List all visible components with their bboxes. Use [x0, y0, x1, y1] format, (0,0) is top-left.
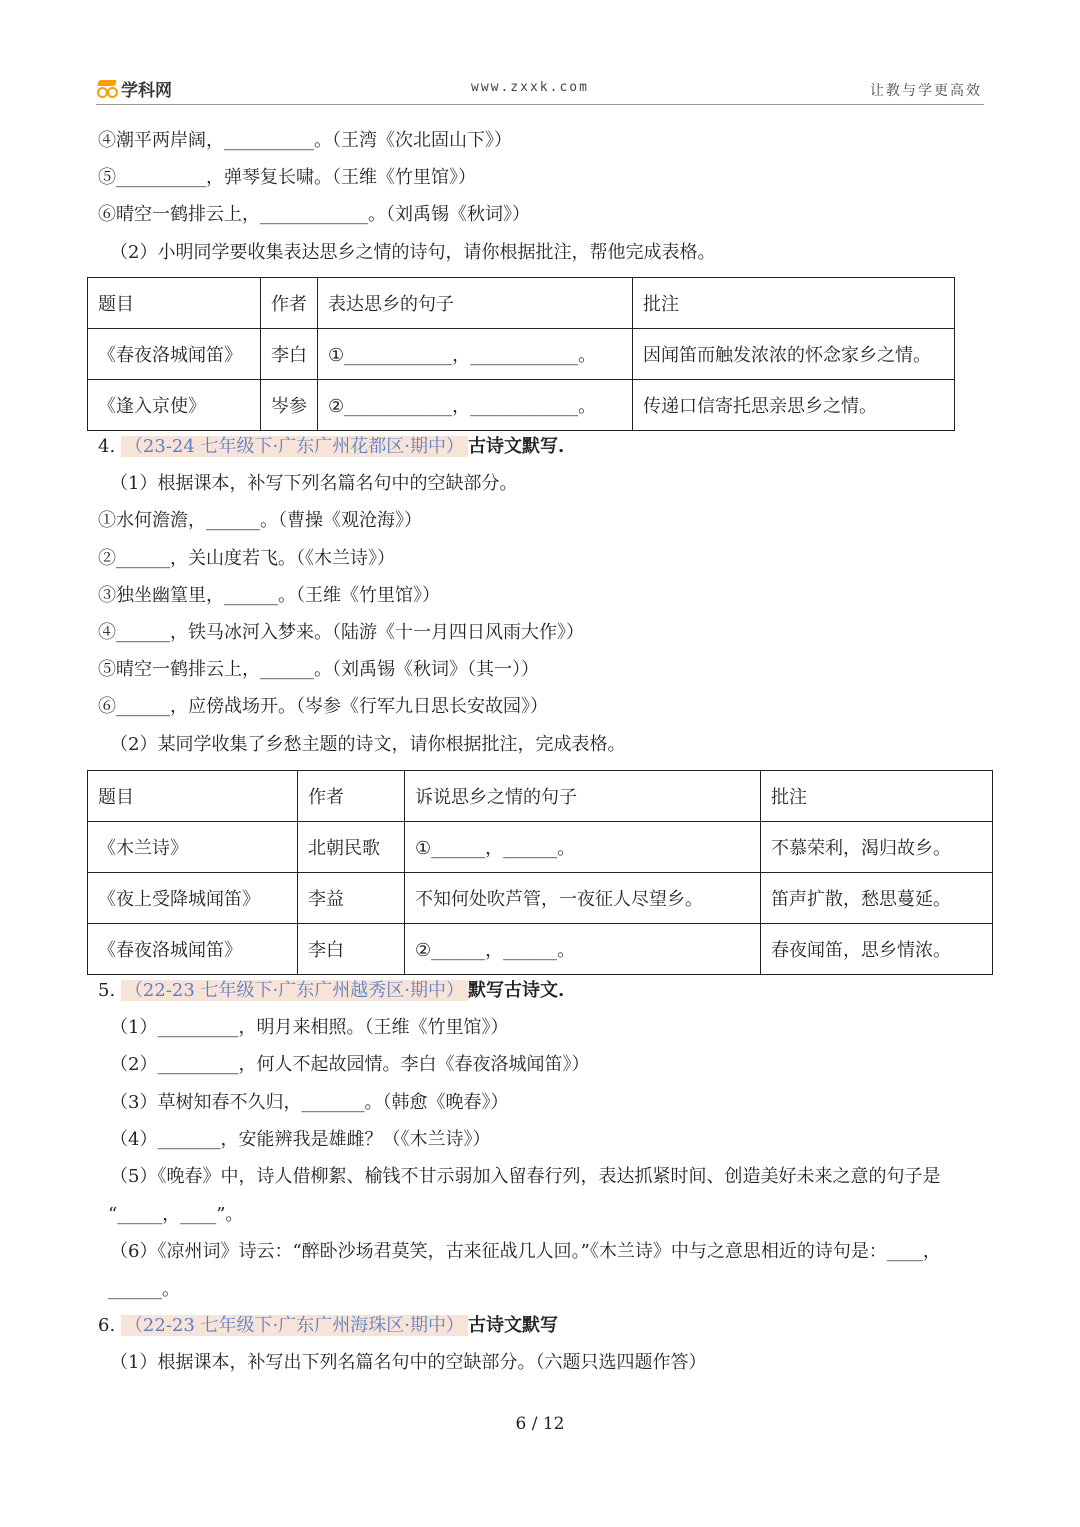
table-cell: 《逢入京使》: [88, 380, 261, 431]
logo-text: 学科网: [121, 81, 172, 101]
question-title: 古诗文默写: [467, 1315, 558, 1336]
table-header-cell: 题目: [88, 771, 298, 822]
q5-line: （5）《晚春》中，诗人借柳絮、榆钱不甘示弱加入留春行列，表达抓紧时间、创造美好未来之意的句子是: [110, 1166, 941, 1187]
q5-line: ______。: [108, 1279, 180, 1300]
q4-line: ⑥______，应傍战场开。（岑参《行军九日思长安故园》）: [98, 696, 548, 717]
q5-line: （3）草树知春不久归，_______。（韩愈《晚春》）: [110, 1092, 509, 1113]
table-header-cell: 作者: [298, 771, 405, 822]
table-cell: 春夜闻笛，思乡情浓。: [761, 924, 993, 975]
q4-line: ②______，关山度若飞。（《木兰诗》）: [98, 548, 395, 569]
table-homesick-2: [87, 770, 993, 975]
slogan: 让教与学更高效: [870, 83, 982, 99]
table-cell: 《春夜洛城闻笛》: [88, 924, 298, 975]
q3-line: ④潮平两岸阔，__________。（王湾《次北固山下》）: [98, 130, 512, 151]
q3-line: ⑤__________，弹琴复长啸。（王维《竹里馆》）: [98, 167, 476, 188]
q6-line: （1）根据课本，补写出下列名篇名句中的空缺部分。（六题只选四题作答）: [110, 1352, 707, 1373]
source-tag: （22-23 七年级下·广东广州海珠区·期中）: [121, 1315, 468, 1336]
q4-line: ③独坐幽篁里，______。（王维《竹里馆》）: [98, 585, 440, 606]
question-number: 5.: [98, 980, 116, 1001]
table-row: [88, 329, 955, 380]
question-4-heading: [98, 434, 564, 460]
table-homesick-1: [87, 277, 955, 431]
table-cell: 李白: [261, 329, 318, 380]
q4-line: ④______，铁马冰河入梦来。（陆游《十一月四日风雨大作》）: [98, 622, 584, 643]
table-header-cell: 作者: [261, 278, 318, 329]
question-number: 4.: [98, 436, 116, 457]
page-number: 6 / 12: [515, 1414, 565, 1434]
q5-line: “_____，____”。: [108, 1204, 244, 1225]
question-title: 古诗文默写.: [467, 436, 565, 457]
table-header-cell: 诉说思乡之情的句子: [405, 771, 761, 822]
q5-line: （6）《凉州词》诗云：“醉卧沙场君莫笑，古来征战几人回。”《木兰诗》中与之意思相近的诗句是：____，: [110, 1241, 941, 1262]
table-header-cell: 题目: [88, 278, 261, 329]
table-cell: 不慕荣利，渴归故乡。: [761, 822, 993, 873]
source-tag: （22-23 七年级下·广东广州越秀区·期中）: [121, 980, 468, 1001]
question-title: 默写古诗文.: [467, 980, 565, 1001]
table-row: [88, 873, 993, 924]
q4-line: （1）根据课本，补写下列名篇名句中的空缺部分。: [110, 473, 518, 494]
q4-line: ⑤晴空一鹤排云上，______。（刘禹锡《秋词》（其一））: [98, 659, 539, 680]
table-header-cell: 批注: [761, 771, 993, 822]
table-cell: 北朝民歌: [298, 822, 405, 873]
question-6-heading: [98, 1313, 558, 1339]
table-cell: 不知何处吹芦管，一夜征人尽望乡。: [405, 873, 761, 924]
table-cell: 李白: [298, 924, 405, 975]
q5-line: （1）_________，明月来相照。（王维《竹里馆》）: [110, 1017, 509, 1038]
logo: [96, 76, 172, 101]
table-cell: 岑参: [261, 380, 318, 431]
source-tag: （23-24 七年级下·广东广州花都区·期中）: [121, 436, 468, 457]
q4-line: ①水何澹澹，______。（曹操《观沧海》）: [98, 510, 422, 531]
table-header-row: [88, 771, 993, 822]
table-header-cell: 批注: [633, 278, 955, 329]
table-header-row: [88, 278, 955, 329]
table-cell: 《夜上受降城闻笛》: [88, 873, 298, 924]
q5-line: （4）_______，安能辨我是雄雌？（《木兰诗》）: [110, 1129, 491, 1150]
table-cell: 传递口信寄托思亲思乡之情。: [633, 380, 955, 431]
table-header-cell: 表达思乡的句子: [318, 278, 633, 329]
table-cell: 《木兰诗》: [88, 822, 298, 873]
table-cell: 李益: [298, 873, 405, 924]
logo-icon: [96, 80, 118, 98]
table-cell[interactable]: ①______，______。: [405, 822, 761, 873]
question-number: 6.: [98, 1315, 116, 1336]
q3-line: （2）小明同学要收集表达思乡之情的诗句，请你根据批注，帮他完成表格。: [110, 242, 716, 263]
q4-line: （2）某同学收集了乡愁主题的诗文，请你根据批注，完成表格。: [110, 734, 626, 755]
table-row: [88, 380, 955, 431]
table-cell: 笛声扩散，愁思蔓延。: [761, 873, 993, 924]
table-row: [88, 822, 993, 873]
table-cell[interactable]: ②______，______。: [405, 924, 761, 975]
table-cell: 因闻笛而触发浓浓的怀念家乡之情。: [633, 329, 955, 380]
q5-line: （2）_________，何人不起故园情。李白《春夜洛城闻笛》）: [110, 1054, 590, 1075]
site-url: www.zxxk.com: [471, 80, 589, 95]
table-cell[interactable]: ①____________，____________。: [318, 329, 633, 380]
table-cell[interactable]: ②____________，____________。: [318, 380, 633, 431]
page-header: [96, 74, 984, 105]
q3-line: ⑥晴空一鹤排云上，____________。（刘禹锡《秋词》）: [98, 204, 530, 225]
table-cell: 《春夜洛城闻笛》: [88, 329, 261, 380]
table-row: [88, 924, 993, 975]
question-5-heading: [98, 978, 564, 1004]
